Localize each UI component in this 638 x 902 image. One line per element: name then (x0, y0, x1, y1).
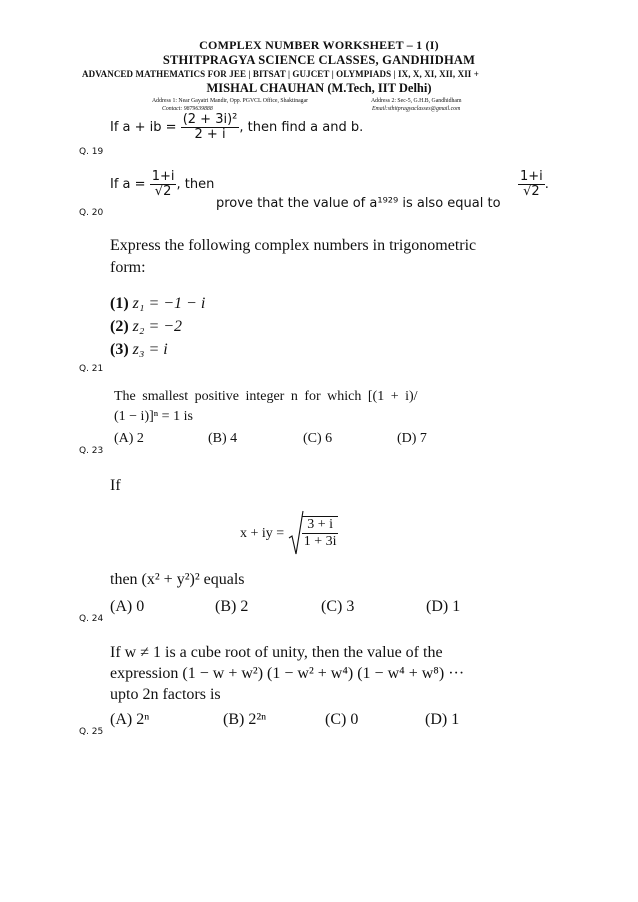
q24-option: (C) 3 (321, 598, 355, 615)
q19-fraction (181, 113, 240, 142)
q24-equation (240, 510, 338, 556)
q21-item-label: (2) (110, 318, 129, 335)
q21-item-expr: z₁ = −1 − i (132, 295, 206, 312)
q20-rhs-numerator: 1+i (520, 169, 543, 184)
email-address: Email:sthitpragyaclasses@gmail.com (372, 106, 461, 112)
q24-numerator: 3 + i (302, 518, 339, 534)
question-number: Q. 24 (79, 614, 104, 624)
q21-item-expr: z₂ = −2 (132, 318, 183, 335)
q23-line-1: The smallest positive integer n for which [(1 + i)/ (114, 389, 418, 404)
address-1: Address 1: Near Gayatri Mandir, Opp. PGVCL Office, Shaktinagar (152, 98, 309, 104)
q21-item (110, 294, 205, 313)
q21-line-2: form: (110, 259, 146, 276)
q25-option: (D) 1 (425, 711, 460, 728)
q24-line-2: then (x² + y²)² equals (110, 571, 245, 588)
question-20 (110, 170, 214, 199)
q23-line-2: (1 − i)]ⁿ = 1 is (114, 409, 193, 424)
q25-option: (B) 2²ⁿ (223, 711, 267, 728)
q24-lhs: x + iy = (240, 525, 285, 541)
q19-denominator: 2 + i (194, 126, 226, 142)
q21-item (110, 317, 182, 336)
q21-item-label: (1) (110, 295, 129, 312)
q20-prefix: If a = (110, 176, 146, 192)
q25-line-2: expression (1 − w + w²) (1 − w² + w⁴) (1 − w⁴ + w⁸) ··· (110, 665, 465, 682)
q25-line-3: upto 2n factors is (110, 686, 221, 703)
address-2: Address 2: Sec-5, G.H.B, Gandhidham (371, 98, 462, 104)
q23-option: (A) 2 (114, 431, 144, 446)
q21-item-label: (3) (110, 341, 129, 358)
q24-option: (D) 1 (426, 598, 461, 615)
q24-option: (B) 2 (215, 598, 249, 615)
q20-suffix: , then (176, 176, 215, 192)
q24-denominator: 1 + 3i (303, 534, 337, 550)
q20-rhs-denominator: √2 (523, 183, 540, 199)
question-number: Q. 20 (79, 208, 104, 218)
institute-name: STHITPRAGYA SCIENCE CLASSES, GANDHIDHAM (162, 53, 476, 67)
q24-line-1: If (110, 477, 121, 494)
contact-number: Contact: 9879639888 (162, 106, 213, 112)
q25-option: (A) 2ⁿ (110, 711, 150, 728)
question-number: Q. 21 (79, 364, 104, 374)
q21-item (110, 340, 168, 359)
q20-fraction (150, 170, 177, 199)
question-19 (110, 113, 363, 142)
q20-rhs-fraction (518, 170, 545, 199)
q19-suffix: , then find a and b. (239, 119, 364, 135)
q24-option: (A) 0 (110, 598, 145, 615)
q23-option: (B) 4 (208, 431, 238, 446)
q25-line-1: If w ≠ 1 is a cube root of unity, then the value of the (110, 644, 443, 661)
q19-prefix: If a + ib = (110, 119, 177, 135)
q20-end: . (544, 176, 549, 192)
question-number: Q. 19 (79, 147, 104, 157)
q23-option: (D) 7 (397, 431, 427, 446)
q20-statement: prove that the value of a¹⁹²⁹ is also equal to (216, 196, 501, 211)
q23-option: (C) 6 (303, 431, 333, 446)
q21-item-expr: z₃ = i (132, 341, 168, 358)
q20-denominator: √2 (154, 183, 172, 199)
q20-numerator: 1+i (151, 169, 175, 184)
q25-option: (C) 0 (325, 711, 359, 728)
q24-radicand (302, 516, 339, 549)
courses-line: ADVANCED MATHEMATICS FOR JEE | BITSAT | GUJCET | OLYMPIADS | IX, X, XI, XII, XII + (82, 69, 479, 79)
question-number: Q. 23 (79, 446, 104, 456)
q20-rhs (518, 170, 549, 199)
worksheet-title: COMPLEX NUMBER WORKSHEET – 1 (I) (199, 38, 439, 52)
q19-numerator: (2 + 3i)² (182, 112, 238, 127)
q21-line-1: Express the following complex numbers in trigonometric (110, 237, 477, 254)
teacher-name: MISHAL CHAUHAN (M.Tech, IIT Delhi) (206, 81, 432, 95)
q24-fraction (302, 518, 339, 549)
question-number: Q. 25 (79, 727, 104, 737)
